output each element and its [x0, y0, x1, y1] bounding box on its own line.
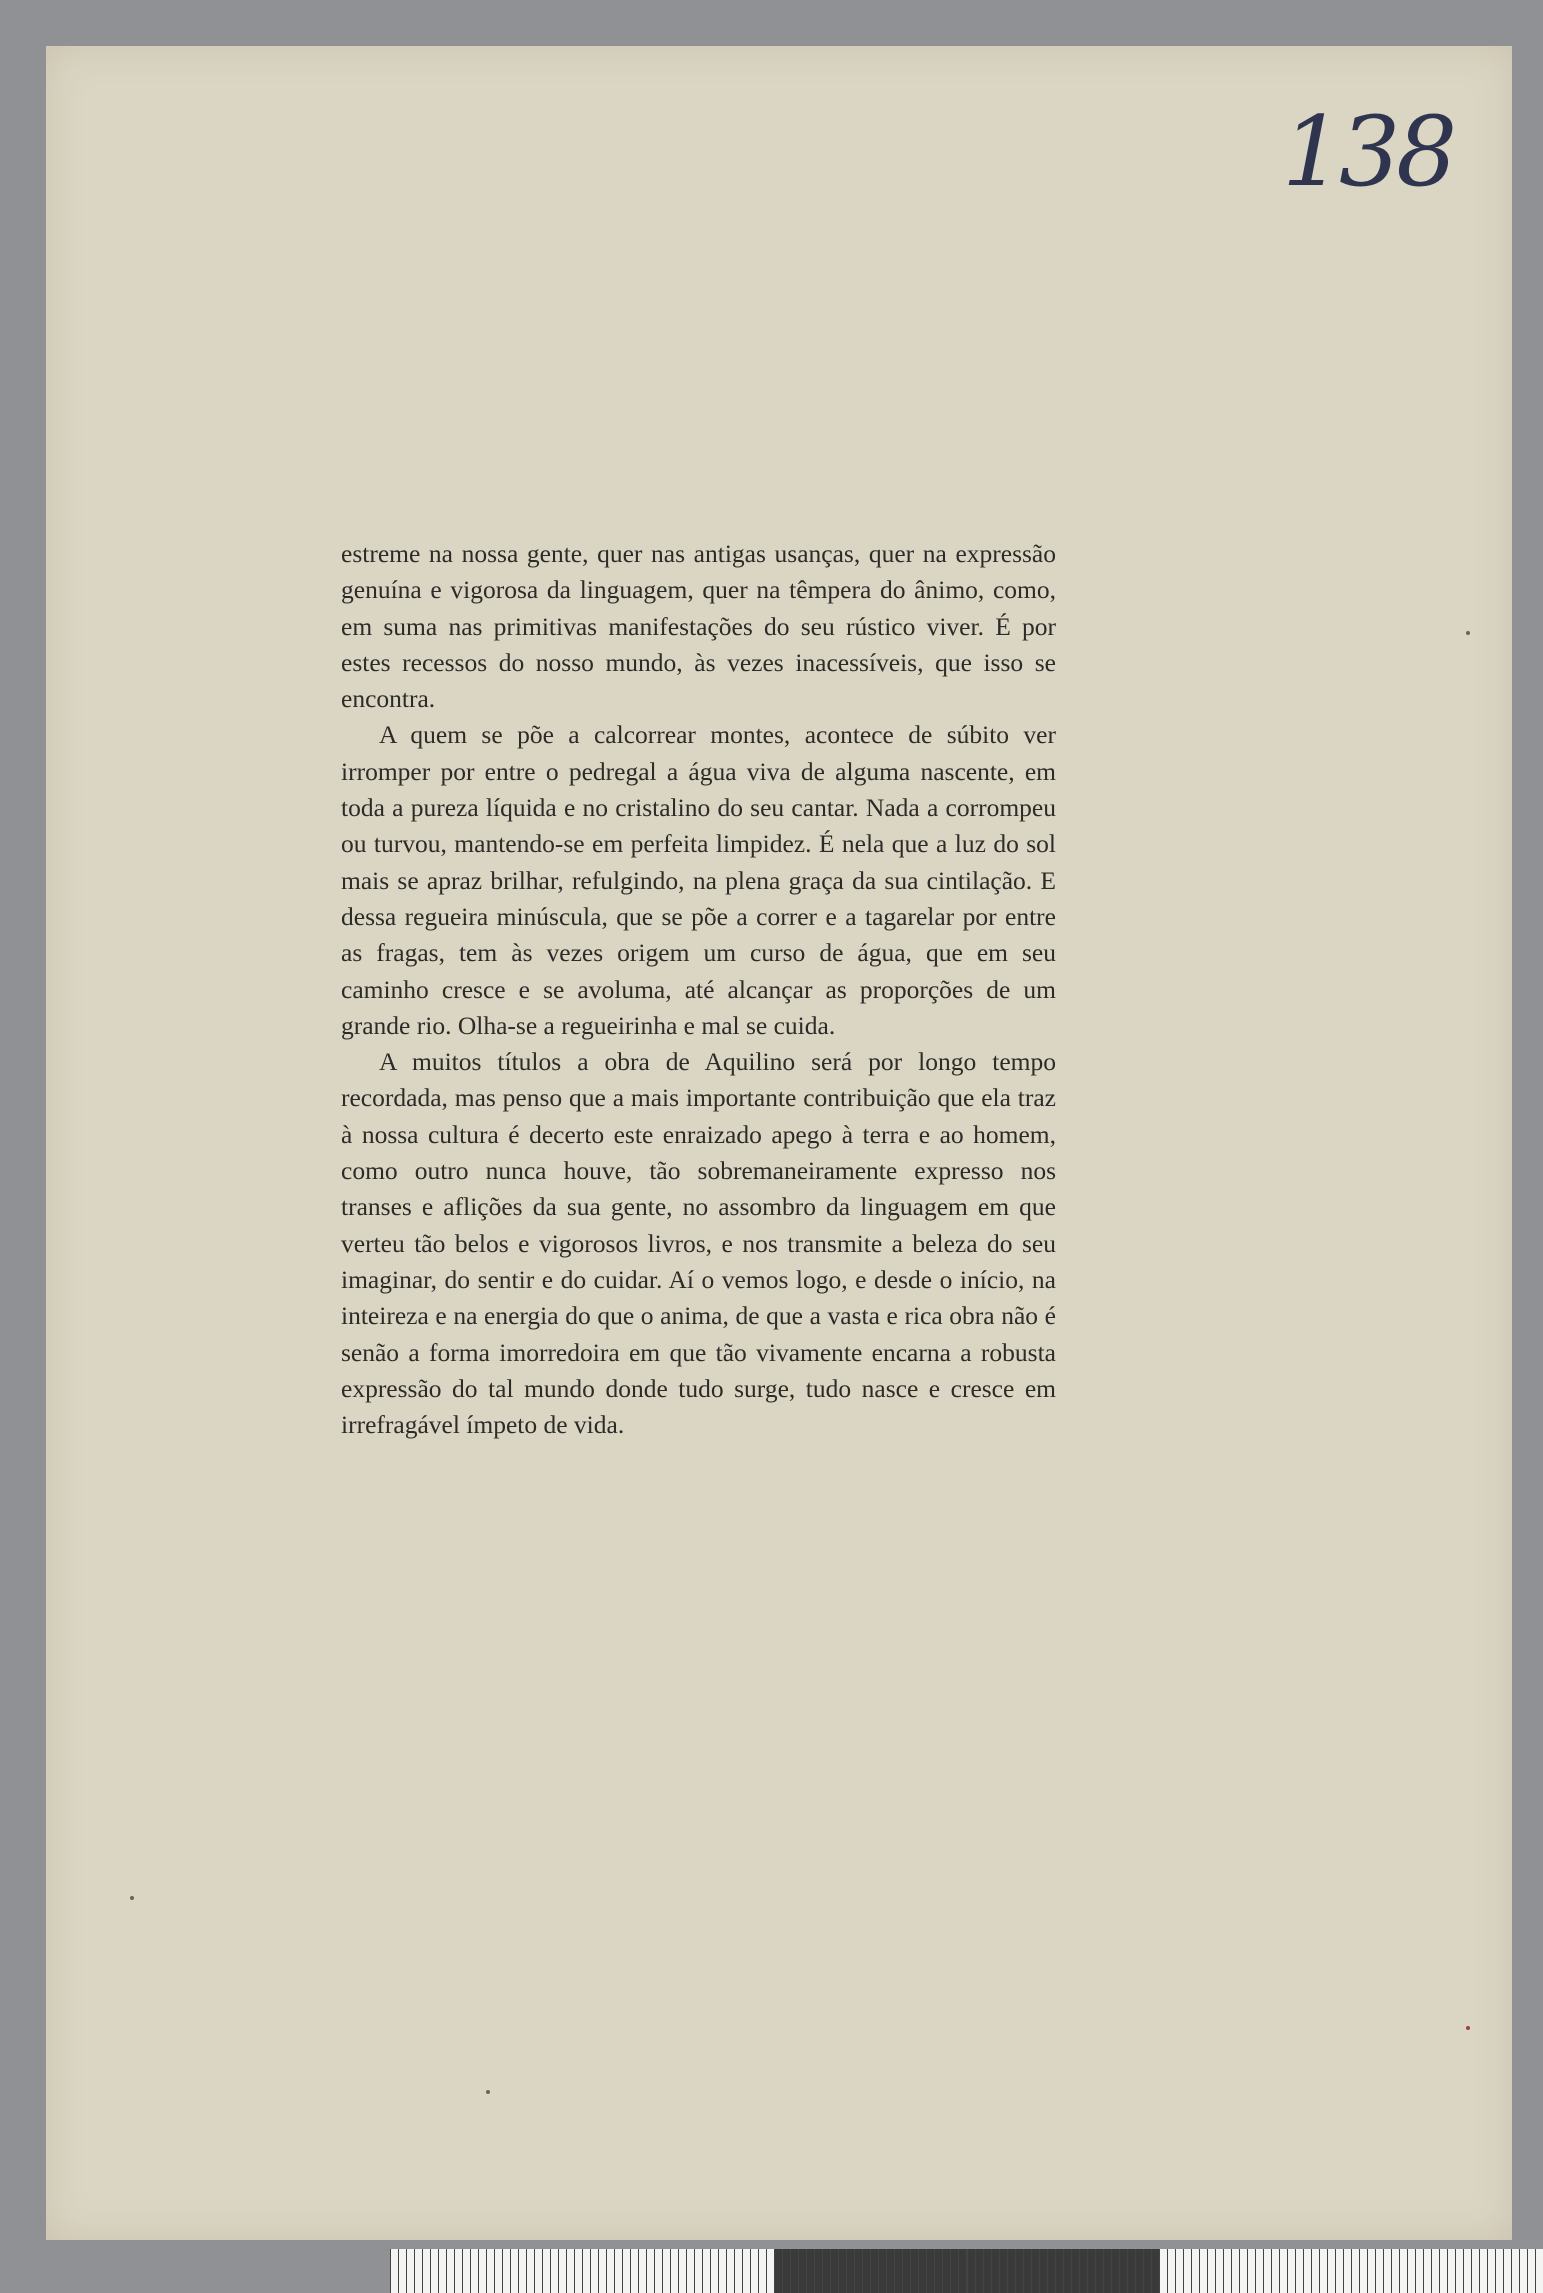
ruler-segment: [967, 2249, 1159, 2293]
ruler-segment: [1351, 2249, 1543, 2293]
paper-speck: [1466, 2026, 1470, 2030]
paragraph: A muitos títulos a obra de Aquilino será por longo tempo recordada, mas penso que a mais importante contribuição que ela traz à nossa cultura é decerto este enraizado apego à terra e ao homem, como outro nunca houve, tão sobremaneiramente expresso nos transes e aflições da sua gente, no assombro da linguagem em que verteu tão belos e vigorosos livros, e nos transmite a beleza do seu imaginar, do sentir e do cuidar. Aí o vemos logo, e desde o início, na inteireza e na energia do que o anima, de que a vasta e rica obra não é senão a forma imorredoira em que tão vivamente encarna a robusta expressão do tal mundo donde tudo surge, tudo nasce e cresce em irrefragável ímpeto de vida.: [341, 1047, 1056, 1440]
paragraph: estreme na nossa gente, quer nas antigas usanças, quer na expressão genuína e vigorosa da linguagem, quer na têmpera do ânimo, como, em suma nas primitivas manifestações do seu rústico viver. É por estes recessos do nosso mundo, às vezes inacessíveis, que isso se encontra.: [341, 539, 1056, 714]
folio-number: [1282, 96, 1482, 236]
paper-speck: [1466, 631, 1470, 635]
ruler-segment: [774, 2249, 966, 2293]
document-page: [46, 46, 1512, 2240]
paper-speck: [486, 2090, 490, 2094]
scale-ruler: [390, 2249, 1543, 2293]
ruler-segment: [1159, 2249, 1351, 2293]
paragraph: A quem se põe a calcorrear montes, acontece de súbito ver irromper por entre o pedregal a água viva de alguma nascente, em toda a pureza líquida e no cristalino do seu cantar. Nada a corrompeu ou turvou, mantendo-se em perfeita limpidez. É nela que a luz do sol mais se apraz brilhar, refulgindo, na plena graça da sua cintilação. E dessa regueira minúscula, que se põe a correr e a tagarelar por entre as fragas, tem às vezes origem um curso de água, que em seu caminho cresce e se avoluma, até alcançar as proporções de um grande rio. Olha-se a regueirinha e mal se cuida.: [341, 720, 1056, 1040]
ruler-segment: [390, 2249, 582, 2293]
ruler-segment: [582, 2249, 774, 2293]
folio-number-text: 138: [1282, 96, 1454, 208]
paper-speck: [130, 1896, 134, 1900]
body-text: [341, 536, 1056, 1443]
